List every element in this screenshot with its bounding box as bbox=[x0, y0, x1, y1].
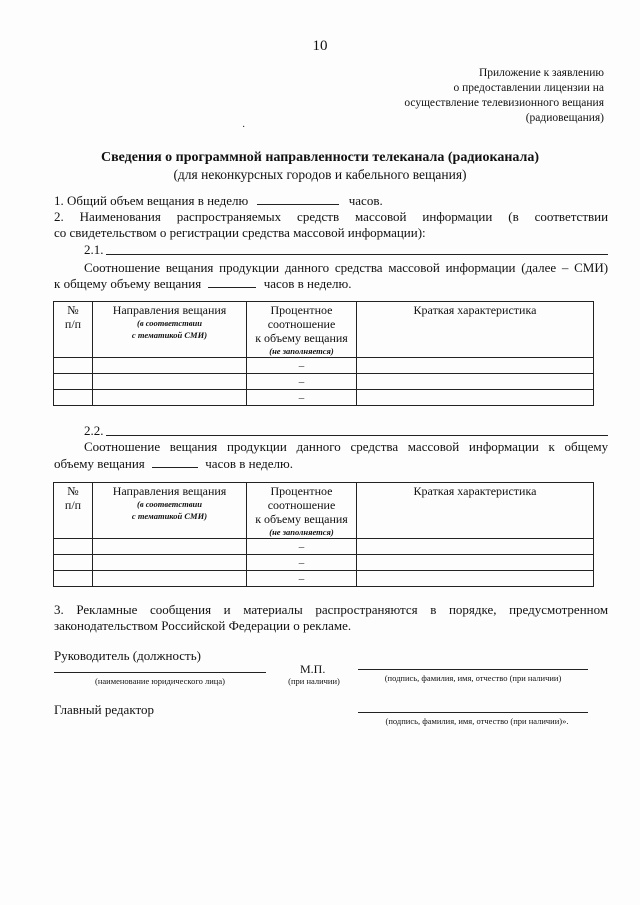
header-text: Направления вещания bbox=[112, 484, 227, 498]
table-cell-dash: – bbox=[247, 555, 357, 571]
table-cell[interactable] bbox=[357, 374, 594, 390]
word: к bbox=[548, 439, 555, 454]
col-characteristic-header bbox=[357, 302, 594, 358]
table-cell[interactable] bbox=[357, 539, 594, 555]
word: информации bbox=[468, 439, 539, 454]
col-number-header bbox=[54, 483, 93, 539]
sub-2-1-ratio-prefix: к общему объему вещания bbox=[54, 276, 202, 291]
table-cell[interactable] bbox=[357, 555, 594, 571]
appendix-line: осуществление телевизионного вещания bbox=[404, 97, 604, 109]
word: информации bbox=[445, 260, 516, 275]
word: массовой bbox=[355, 209, 407, 224]
item-3-line2: законодательством Российской Федерации о рекламе. bbox=[54, 618, 352, 633]
item-2-line2: со свидетельством о регистрации средства массовой информации): bbox=[54, 225, 426, 240]
sub-2-2-row bbox=[84, 423, 608, 439]
table-cell[interactable] bbox=[54, 571, 93, 587]
sub-2-1-hours-field[interactable] bbox=[208, 276, 256, 288]
table-cell[interactable] bbox=[54, 374, 93, 390]
sub-2-1-ratio-line1 bbox=[54, 260, 608, 276]
table-cell[interactable] bbox=[357, 571, 594, 587]
table-cell-dash: – bbox=[247, 390, 357, 406]
word: (в bbox=[508, 209, 519, 224]
word: общему bbox=[564, 439, 609, 454]
sub-2-1-number: 2.1. bbox=[84, 242, 104, 257]
word: вещания bbox=[165, 260, 214, 275]
word: распространяемых bbox=[176, 209, 282, 224]
table-row bbox=[54, 358, 594, 374]
sub-2-2-ratio-line2 bbox=[54, 456, 608, 472]
table-cell-dash: – bbox=[247, 358, 357, 374]
col-number-header bbox=[54, 302, 93, 358]
appendix-note bbox=[404, 66, 604, 126]
table-cell[interactable] bbox=[357, 390, 594, 406]
word: массовой bbox=[388, 260, 440, 275]
sub-2-2-ratio-prefix: объему вещания bbox=[54, 456, 145, 471]
appendix-line: Приложение к заявлению bbox=[478, 67, 604, 79]
word: информации bbox=[422, 209, 493, 224]
editor-signature-field[interactable] bbox=[358, 712, 588, 713]
word: Рекламные bbox=[76, 602, 138, 617]
word: 3. bbox=[54, 602, 64, 617]
header-note: (не заполняется) bbox=[269, 346, 334, 356]
word: (далее bbox=[521, 260, 557, 275]
programming-table-2 bbox=[53, 482, 594, 587]
table-cell[interactable] bbox=[93, 555, 247, 571]
scan-dot: · bbox=[242, 122, 246, 133]
header-text: п/п bbox=[64, 317, 82, 331]
word: в bbox=[430, 602, 437, 617]
header-text: Краткая характеристика bbox=[413, 484, 537, 498]
word: Наименования bbox=[79, 209, 161, 224]
org-name-caption: (наименование юридического лица) bbox=[95, 676, 225, 686]
table-cell[interactable] bbox=[93, 358, 247, 374]
table-row bbox=[54, 571, 594, 587]
word: средств bbox=[297, 209, 340, 224]
table-cell[interactable] bbox=[54, 358, 93, 374]
word: продукции bbox=[226, 439, 287, 454]
word: соответствии bbox=[534, 209, 609, 224]
word: – bbox=[561, 260, 569, 275]
table-cell[interactable] bbox=[54, 555, 93, 571]
table-cell[interactable] bbox=[54, 390, 93, 406]
word: массовой bbox=[407, 439, 460, 454]
header-text: соотношение bbox=[267, 317, 336, 331]
page-number: 10 bbox=[312, 38, 328, 54]
table-cell[interactable] bbox=[93, 374, 247, 390]
col-characteristic-header bbox=[357, 483, 594, 539]
word: распространяются bbox=[315, 602, 418, 617]
sub-2-1-row bbox=[84, 242, 608, 258]
header-note: (не заполняется) bbox=[269, 527, 334, 537]
table-cell[interactable] bbox=[54, 539, 93, 555]
table-cell[interactable] bbox=[93, 571, 247, 587]
sub-2-2-number: 2.2. bbox=[84, 423, 104, 438]
stamp-label: М.П. bbox=[300, 662, 326, 676]
item-3-line1 bbox=[54, 602, 608, 618]
sub-2-2-hours-field[interactable] bbox=[152, 456, 198, 468]
org-name-field[interactable] bbox=[54, 672, 266, 673]
table-cell[interactable] bbox=[93, 539, 247, 555]
head-signature-field[interactable] bbox=[358, 669, 588, 670]
col-direction-header bbox=[93, 483, 247, 539]
word: предусмотренном bbox=[509, 602, 609, 617]
editor-label: Главный редактор bbox=[54, 702, 154, 717]
word: СМИ) bbox=[574, 260, 609, 275]
header-text: Краткая характеристика bbox=[413, 303, 537, 317]
word: продукции bbox=[219, 260, 280, 275]
item-2-line1 bbox=[54, 209, 608, 225]
word: средства bbox=[350, 439, 399, 454]
header-text: п/п bbox=[64, 498, 82, 512]
table-cell-dash: – bbox=[247, 539, 357, 555]
table-header-row bbox=[54, 483, 594, 539]
word: данного bbox=[284, 260, 330, 275]
header-text: № bbox=[67, 303, 79, 317]
item-1-suffix: часов. bbox=[348, 193, 383, 208]
document-subtitle: (для неконкурсных городов и кабельного вещания) bbox=[173, 167, 467, 182]
appendix-line: о предоставлении лицензии на bbox=[453, 82, 604, 94]
table-cell[interactable] bbox=[93, 390, 247, 406]
word: 2. bbox=[54, 209, 64, 224]
table-row bbox=[54, 555, 594, 571]
item-1-total-volume bbox=[54, 193, 608, 209]
hours-per-week-field[interactable] bbox=[257, 193, 339, 205]
document-title: Сведения о программной направленности телеканала (радиоканала) bbox=[100, 150, 540, 165]
sub-2-2-media-name-field[interactable] bbox=[106, 435, 608, 436]
header-note: (в соответствии bbox=[136, 318, 203, 328]
editor-signature-caption: (подпись, фамилия, имя, отчество (при наличии)». bbox=[385, 716, 569, 726]
col-percent-header bbox=[247, 483, 357, 539]
word: данного bbox=[296, 439, 341, 454]
word: порядке, bbox=[448, 602, 497, 617]
item-1-text: 1. Общий объем вещания в неделю bbox=[54, 193, 249, 208]
word: и bbox=[223, 602, 231, 617]
word: средства bbox=[334, 260, 383, 275]
sub-2-2-ratio-line1 bbox=[54, 439, 608, 455]
header-note: (в соответствии bbox=[136, 499, 203, 509]
word: Соотношение bbox=[84, 260, 161, 275]
header-note: с тематикой СМИ) bbox=[131, 511, 208, 521]
sub-2-2-ratio-suffix: часов в неделю. bbox=[205, 456, 294, 471]
table-row bbox=[54, 390, 594, 406]
header-text: Процентное bbox=[270, 303, 333, 317]
header-text: к объему вещания bbox=[255, 331, 348, 345]
table-cell-dash: – bbox=[247, 374, 357, 390]
appendix-line: (радиовещания) bbox=[525, 112, 604, 124]
col-percent-header bbox=[247, 302, 357, 358]
header-text: № bbox=[67, 484, 79, 498]
table-cell[interactable] bbox=[357, 358, 594, 374]
sub-2-1-ratio-suffix: часов в неделю. bbox=[263, 276, 352, 291]
table-header-row bbox=[54, 302, 594, 358]
table-cell-dash: – bbox=[247, 571, 357, 587]
word: материалы bbox=[243, 602, 303, 617]
word: Соотношение bbox=[84, 439, 161, 454]
header-note: с тематикой СМИ) bbox=[131, 330, 208, 340]
header-text: соотношение bbox=[267, 498, 336, 512]
head-position-label: Руководитель (должность) bbox=[54, 648, 201, 663]
header-text: к объему вещания bbox=[255, 512, 348, 526]
sub-2-1-media-name-field[interactable] bbox=[106, 254, 608, 255]
head-signature-caption: (подпись, фамилия, имя, отчество (при наличии) bbox=[384, 673, 562, 683]
programming-table-1 bbox=[53, 301, 594, 406]
word: сообщения bbox=[150, 602, 212, 617]
header-text: Направления вещания bbox=[112, 303, 227, 317]
table-row bbox=[54, 539, 594, 555]
word: вещания bbox=[169, 439, 218, 454]
table-row bbox=[54, 374, 594, 390]
sub-2-1-ratio-line2 bbox=[54, 276, 608, 292]
if-any-caption: (при наличии) bbox=[288, 676, 340, 686]
header-text: Процентное bbox=[270, 484, 333, 498]
col-direction-header bbox=[93, 302, 247, 358]
